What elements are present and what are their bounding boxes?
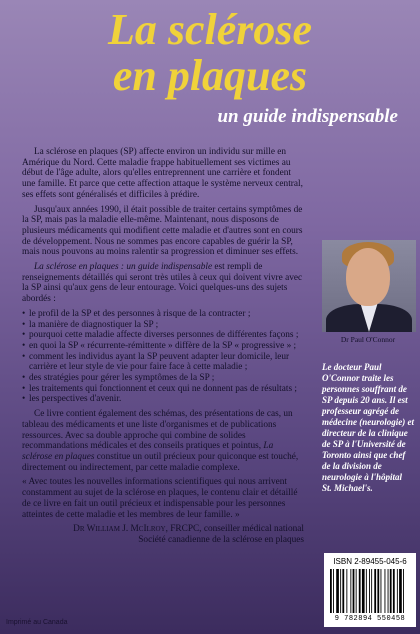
list-item: • pourquoi cette maladie affecte diverses personnes de différentes façons ; [22, 330, 304, 341]
photo-caption: Dr Paul O'Connor [340, 335, 396, 344]
paragraph-contents-b: constitue un outil précieux pour quiconque est touché, directement ou indirectement, par cette maladie complexe. [22, 451, 299, 473]
barcode-icon [330, 569, 410, 613]
isbn-label: ISBN 2-89455-045-6 [333, 557, 407, 566]
signature-name: Dr William J. McIlroy [73, 524, 166, 535]
endorsement-signature [22, 524, 304, 546]
barcode-digits: 9 782894 550458 [334, 615, 406, 623]
paragraph-intro: La sclérose en plaques (SP) affecte environ un individu sur mille en Amérique du Nord. Cette maladie frappe habituellement ses victimes au début de l'âge adulte, alors qu'elles entreprennent une carrière et fondent une famille. Et parce que cette affection attaque le système nerveux central, ses effets sont généralisés et difficiles à prédire. [22, 147, 303, 200]
author-bio: Le docteur Paul O'Connor traite les personnes souffrant de SP depuis 20 ans. Il est professeur agrégé de médecine (neurologie) et directeur de la clinique de SP à l'Université de Toronto ainsi que chef de la division de neurologie à l'hôpital St. Michael's. [322, 362, 414, 493]
paragraph-topics-text: est rempli de renseignements détaillés qui seront très utiles à ceux qui doivent vivre avec la SP ainsi qu'aux gens de leur entourage. Voici quelques-uns des sujets abordés : [22, 262, 303, 305]
paragraph-contents [22, 409, 304, 473]
subtitle: un guide indispensable [217, 106, 398, 127]
book-title-ref: La sclérose en plaques [22, 441, 274, 462]
author-photo [322, 240, 416, 332]
list-item: • comment les individus ayant la SP peuvent adapter leur domicile, leur carrière et leur style de vie pour faire face à cette maladie ; [22, 352, 304, 373]
title-line-1: La sclérose [107, 5, 313, 54]
list-item: • en quoi la SP « récurrente-rémittente » diffère de la SP « progressive » ; [22, 341, 304, 352]
list-item: • la manière de diagnostiquer la SP ; [22, 320, 304, 331]
signature-title: , FRCPC, conseiller médical national [165, 524, 304, 535]
imprint-note: Imprimé au Canada [6, 619, 68, 626]
title-line-2: en plaques [112, 51, 308, 100]
paragraph-treatment: Jusqu'aux années 1990, il était possible de traiter certains symptômes de la SP, mais pas la maladie elle-même. Maintenant, nous disposons de plusieurs médicaments qui modifient cette maladie et d'autres sont en cours de développement. Nous ne sommes pas encore capables de guérir la SP, mais nous pouvons au moins ralentir sa progression et diminuer ses effets. [22, 204, 303, 258]
signature-org: Société canadienne de la sclérose en plaques [138, 535, 304, 546]
paragraph-topics [22, 262, 304, 305]
paragraph-contents-a: Ce livre contient également des schémas, des présentations de cas, un tableau des médicaments et une liste d'organismes et de publications ressources. Avec sa double approche qui combine de solides recommandations médicales et des conseils pratiques et pointus, [22, 409, 293, 452]
endorsement-quote: « Avec toutes les nouvelles informations scientifiques qui nous arrivent constamment au sujet de la sclérose en plaques, le contenu clair et détaillé de ce livre en fait un outil précieux et indispensable pour les personnes atteintes de cette maladie et les membres de leur famille. » [22, 477, 298, 520]
isbn-barcode-box [324, 553, 416, 627]
book-title-ref: La sclérose en plaques : un guide indispensable [34, 262, 213, 273]
back-cover-text [22, 147, 304, 546]
list-item: • les perspectives d'avenir. [22, 394, 304, 405]
list-item: • des stratégies pour gérer les symptômes de la SP ; [22, 373, 304, 384]
list-item: • les traitements qui fonctionnent et ceux qui ne donnent pas de résultats ; [22, 384, 304, 395]
list-item: • le profil de la SP et des personnes à risque de la contracter ; [22, 309, 304, 320]
photo-face [346, 248, 390, 306]
topics-list [22, 309, 304, 405]
